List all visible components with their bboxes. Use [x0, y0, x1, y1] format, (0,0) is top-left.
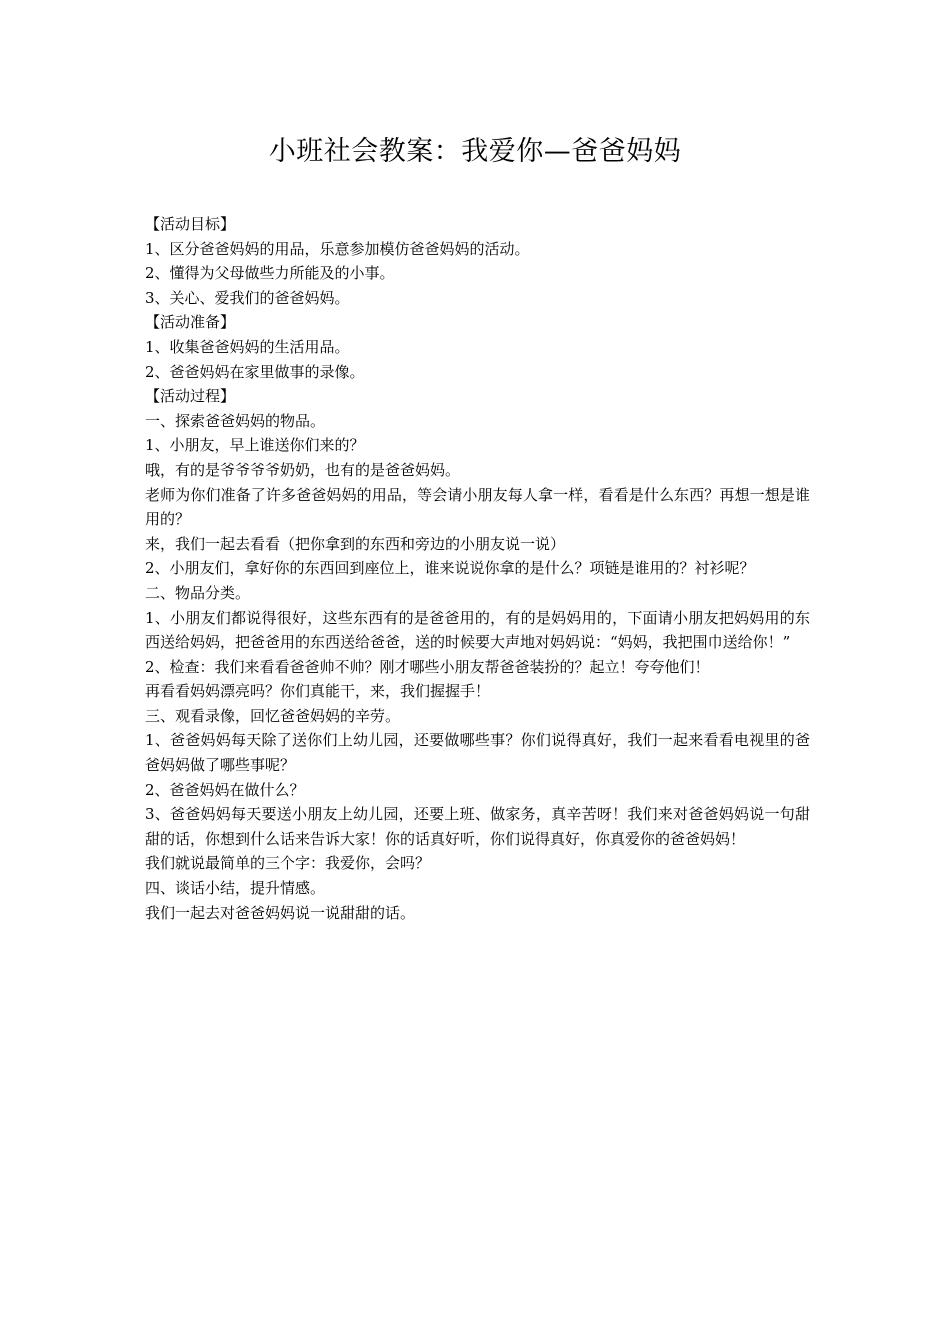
paragraph: 2、懂得为父母做些力所能及的小事。: [145, 264, 395, 283]
paragraph: 2、爸爸妈妈在家里做事的录像。: [145, 362, 365, 381]
paragraph: 哦，有的是爷爷爷爷奶奶，也有的是爸爸妈妈。: [145, 460, 461, 479]
paragraph: 2、小朋友们，拿好你的东西回到座位上，谁来说说你拿的是什么？项链是谁用的？衬衫呢？: [145, 559, 755, 578]
paragraph: 1、小朋友，早上谁送你们来的？: [145, 436, 365, 455]
paragraph: 3、爸爸妈妈每天要送小朋友上幼儿园，还要上班、做家务，真辛苦呀！我们来对爸爸妈妈说一句甜甜的话，你想到什么话来告诉大家！你的话真好听，你们说得真好，你真爱你的爸爸妈妈！: [145, 805, 810, 848]
paragraph: 一、探索爸爸妈妈的物品。: [145, 411, 326, 430]
document-title: 小班社会教案：我爱你—爸爸妈妈: [268, 136, 682, 167]
paragraph: 1、小朋友们都说得很好，这些东西有的是爸爸用的，有的是妈妈用的，下面请小朋友把妈妈用的东西送给妈妈，把爸爸用的东西送给爸爸，送的时候要大声地对妈妈说：“妈妈，我把围巾送给你！”: [145, 608, 810, 652]
section-heading-goals: 【活动目标】: [145, 215, 236, 233]
paragraph: 2、爸爸妈妈在做什么？: [145, 780, 305, 799]
paragraph: 三、观看录像，回忆爸爸妈妈的辛劳。: [145, 706, 401, 725]
paragraph: 二、物品分类。: [145, 583, 251, 602]
document-body: [145, 212, 810, 925]
paragraph: 2、检查：我们来看看爸爸帅不帅？刚才哪些小朋友帮爸爸装扮的？起立！夸夸他们！: [145, 657, 710, 676]
paragraph: 我们一起去对爸爸妈妈说一说甜甜的话。: [145, 903, 416, 922]
paragraph: 来，我们一起去看看（把你拿到的东西和旁边的小朋友说一说）: [145, 534, 566, 553]
paragraph: 1、收集爸爸妈妈的生活用品。: [145, 337, 350, 356]
paragraph: 再看看妈妈漂亮吗？你们真能干，来，我们握握手！: [145, 682, 491, 701]
paragraph: 老师为你们准备了许多爸爸妈妈的用品，等会请小朋友每人拿一样，看看是什么东西？再想一想是谁用的？: [145, 485, 810, 529]
section-heading-preparation: 【活动准备】: [145, 313, 236, 332]
section-heading-process: 【活动过程】: [145, 387, 236, 406]
paragraph: 1、区分爸爸妈妈的用品，乐意参加模仿爸爸妈妈的活动。: [145, 239, 530, 258]
paragraph: 我们就说最简单的三个字：我爱你，会吗？: [145, 854, 431, 873]
paragraph: 四、谈话小结，提升情感。: [145, 879, 326, 898]
paragraph: 1、爸爸妈妈每天除了送你们上幼儿园，还要做哪些事？你们说得真好，我们一起来看看电视里的爸爸妈妈做了哪些事呢？: [145, 731, 810, 775]
paragraph: 3、关心、爱我们的爸爸妈妈。: [145, 288, 350, 307]
